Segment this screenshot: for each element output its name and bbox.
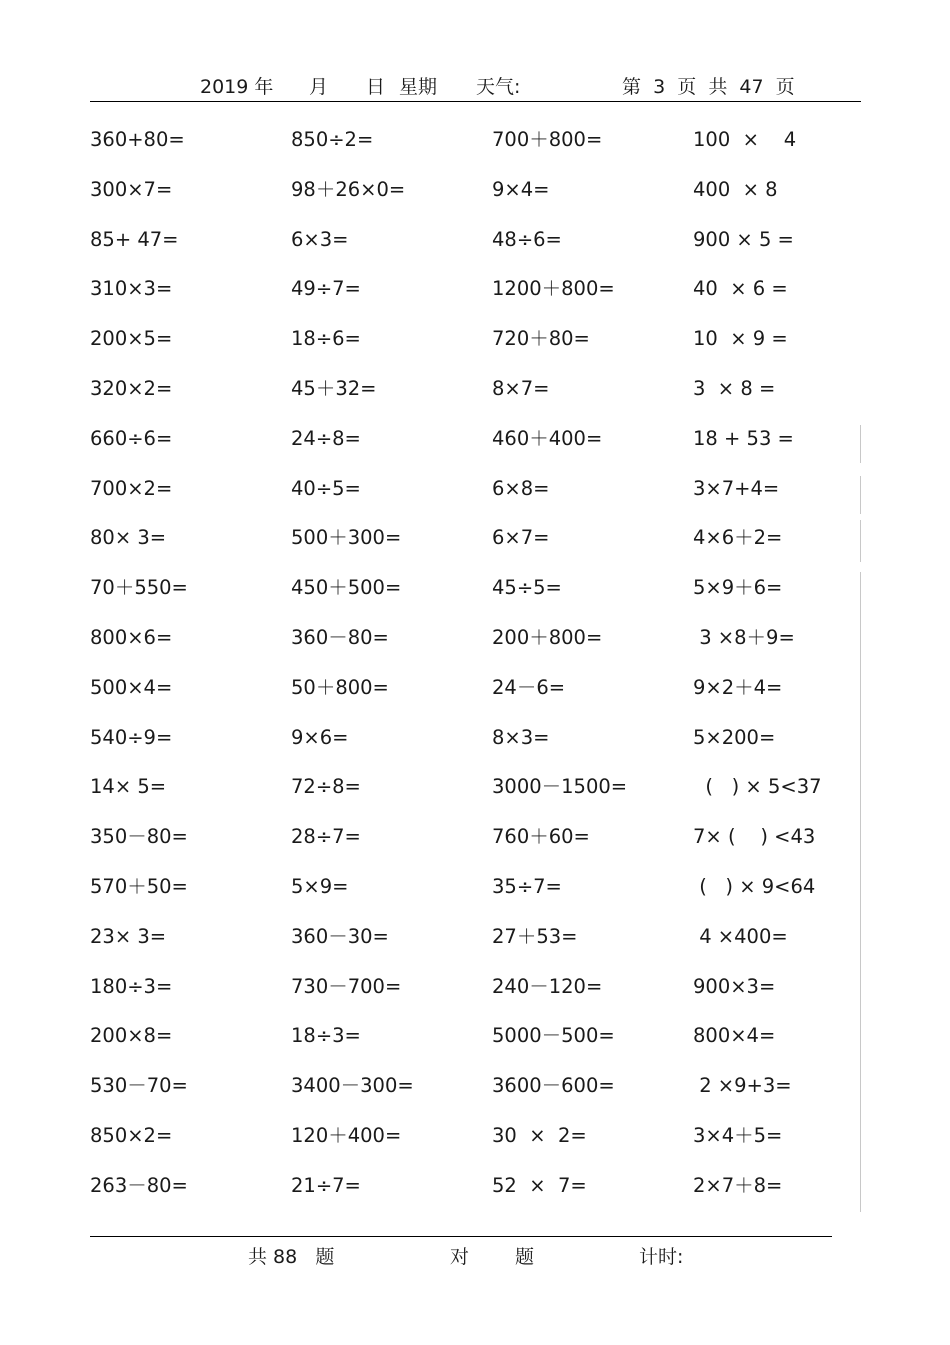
- page-footer: [90, 1242, 830, 1270]
- math-problem: 35÷7=: [492, 874, 562, 898]
- math-problem: 200×8=: [90, 1024, 173, 1048]
- math-problem: 100 × 4: [693, 128, 797, 151]
- math-problem: 18÷6=: [291, 327, 361, 351]
- math-problem: 9×6=: [291, 725, 349, 749]
- math-problem: 320×2=: [90, 376, 173, 400]
- footer-divider: [90, 1236, 832, 1237]
- problem-row: [90, 265, 850, 315]
- math-problem: 2 ×9+3=: [693, 1074, 792, 1098]
- math-problem: 80× 3=: [90, 526, 167, 550]
- problem-row: [90, 116, 850, 166]
- timer-label: 计时:: [639, 1246, 684, 1268]
- math-problem: 850×2=: [90, 1123, 173, 1147]
- math-problem: 40÷5=: [291, 476, 361, 500]
- math-problem: 48÷6=: [492, 227, 562, 251]
- math-problem: 3 ×8＋9=: [693, 625, 795, 649]
- math-problem: 500×4=: [90, 675, 173, 699]
- problem-row: [90, 216, 850, 266]
- math-problem: 6×3=: [291, 227, 349, 251]
- math-problem: 200×5=: [90, 327, 173, 351]
- math-problem: ( ) × 5<37: [693, 775, 822, 799]
- math-problem: 530－70=: [90, 1074, 188, 1098]
- math-problem: 180÷3=: [90, 974, 173, 998]
- math-problem: 5×9=: [291, 874, 349, 898]
- math-problem: 8×3=: [492, 725, 550, 749]
- math-problem: 660÷6=: [90, 426, 173, 450]
- problem-row: [90, 1012, 850, 1062]
- math-problem: 310×3=: [90, 277, 173, 301]
- math-problem: 3400－300=: [291, 1074, 414, 1098]
- correct-unit: 题: [515, 1246, 535, 1268]
- problem-row: [90, 365, 850, 415]
- math-problem: 240－120=: [492, 974, 603, 998]
- math-problem: 5×9＋6=: [693, 576, 783, 600]
- problem-row: [90, 465, 850, 515]
- math-problem: 2×7＋8=: [693, 1173, 783, 1197]
- math-problem: 540÷9=: [90, 725, 173, 749]
- math-problem: 23× 3=: [90, 924, 167, 948]
- math-problem: 3 × 8 =: [693, 376, 776, 400]
- month-label: 月: [309, 76, 329, 98]
- math-problem: 200＋800=: [492, 625, 603, 649]
- problem-row: [90, 714, 850, 764]
- math-problem: 7× ( ) <43: [693, 825, 816, 849]
- year-label: 2019 年: [200, 76, 274, 98]
- header-divider: [90, 101, 861, 102]
- right-border-segment: [860, 425, 861, 463]
- math-problem: 450＋500=: [291, 576, 402, 600]
- problem-row: [90, 614, 850, 664]
- math-problem: 120＋400=: [291, 1123, 402, 1147]
- math-problem: 3×4＋5=: [693, 1123, 783, 1147]
- math-problem: 70＋550=: [90, 576, 188, 600]
- math-problem: 18 + 53 =: [693, 426, 794, 450]
- math-problem: 72÷8=: [291, 775, 361, 799]
- math-problem: 8×7=: [492, 376, 550, 400]
- math-problem: 45＋32=: [291, 376, 377, 400]
- math-problem: 900 × 5 =: [693, 227, 794, 251]
- problem-row: [90, 564, 850, 614]
- math-problem: 800×6=: [90, 625, 173, 649]
- math-problem: 10 × 9 =: [693, 327, 788, 351]
- math-problem: 360－30=: [291, 924, 389, 948]
- math-problem: ( ) × 9<64: [693, 874, 816, 898]
- problem-row: [90, 1062, 850, 1112]
- problem-row: [90, 913, 850, 963]
- math-problem: 49÷7=: [291, 277, 361, 301]
- math-problem: 1200＋800=: [492, 277, 615, 301]
- math-problem: 14× 5=: [90, 775, 167, 799]
- math-problem: 400 × 8: [693, 177, 778, 201]
- math-problem: 700＋800=: [492, 128, 603, 151]
- problem-grid: [90, 116, 850, 1212]
- math-problem: 300×7=: [90, 177, 173, 201]
- math-problem: 9×2＋4=: [693, 675, 783, 699]
- math-problem: 6×7=: [492, 526, 550, 550]
- math-problem: 720＋80=: [492, 327, 590, 351]
- math-problem: 18÷3=: [291, 1024, 361, 1048]
- math-problem: 9×4=: [492, 177, 550, 201]
- math-problem: 5×200=: [693, 725, 776, 749]
- problem-row: [90, 813, 850, 863]
- math-problem: 85+ 47=: [90, 227, 179, 251]
- math-problem: 570＋50=: [90, 874, 188, 898]
- math-problem: 45÷5=: [492, 576, 562, 600]
- math-problem: 900×3=: [693, 974, 776, 998]
- math-problem: 360+80=: [90, 128, 185, 151]
- math-problem: 30 × 2=: [492, 1123, 587, 1147]
- day-label: 日: [366, 76, 386, 98]
- math-problem: 98＋26×0=: [291, 177, 406, 201]
- math-problem: 850÷2=: [291, 128, 374, 151]
- weekday-label: 星期: [399, 76, 438, 98]
- math-problem: 27＋53=: [492, 924, 578, 948]
- problem-row: [90, 863, 850, 913]
- math-problem: 800×4=: [693, 1024, 776, 1048]
- right-border-segment: [860, 476, 861, 514]
- problem-row: [90, 166, 850, 216]
- problem-row: [90, 514, 850, 564]
- problem-row: [90, 763, 850, 813]
- math-problem: 5000－500=: [492, 1024, 615, 1048]
- math-problem: 24－6=: [492, 675, 566, 699]
- page-header: [90, 72, 860, 100]
- weather-label: 天气:: [476, 76, 521, 98]
- math-problem: 28÷7=: [291, 825, 361, 849]
- math-problem: 263－80=: [90, 1173, 188, 1197]
- page-indicator: 第 3 页 共 47 页: [622, 76, 795, 98]
- problem-row: [90, 315, 850, 365]
- math-problem: 4×6＋2=: [693, 526, 783, 550]
- math-problem: 360－80=: [291, 625, 389, 649]
- math-problem: 52 × 7=: [492, 1173, 587, 1197]
- math-problem: 3×7+4=: [693, 476, 780, 500]
- correct-label: 对: [450, 1246, 470, 1268]
- problem-row: [90, 664, 850, 714]
- math-problem: 730－700=: [291, 974, 402, 998]
- math-problem: 21÷7=: [291, 1173, 361, 1197]
- problem-row: [90, 1162, 850, 1212]
- math-problem: 700×2=: [90, 476, 173, 500]
- math-problem: 3000－1500=: [492, 775, 628, 799]
- math-problem: 24÷8=: [291, 426, 361, 450]
- math-problem: 6×8=: [492, 476, 550, 500]
- math-problem: 500＋300=: [291, 526, 402, 550]
- math-problem: 350－80=: [90, 825, 188, 849]
- math-problem: 3600－600=: [492, 1074, 615, 1098]
- math-problem: 760＋60=: [492, 825, 590, 849]
- problem-row: [90, 1112, 850, 1162]
- total-count: 共 88 题: [248, 1246, 335, 1268]
- math-problem: 460＋400=: [492, 426, 603, 450]
- math-problem: 4 ×400=: [693, 924, 788, 948]
- math-problem: 50＋800=: [291, 675, 389, 699]
- problem-row: [90, 963, 850, 1013]
- math-problem: 40 × 6 =: [693, 277, 788, 301]
- right-border-segment: [860, 520, 861, 562]
- problem-row: [90, 415, 850, 465]
- right-border-segment: [860, 572, 861, 1212]
